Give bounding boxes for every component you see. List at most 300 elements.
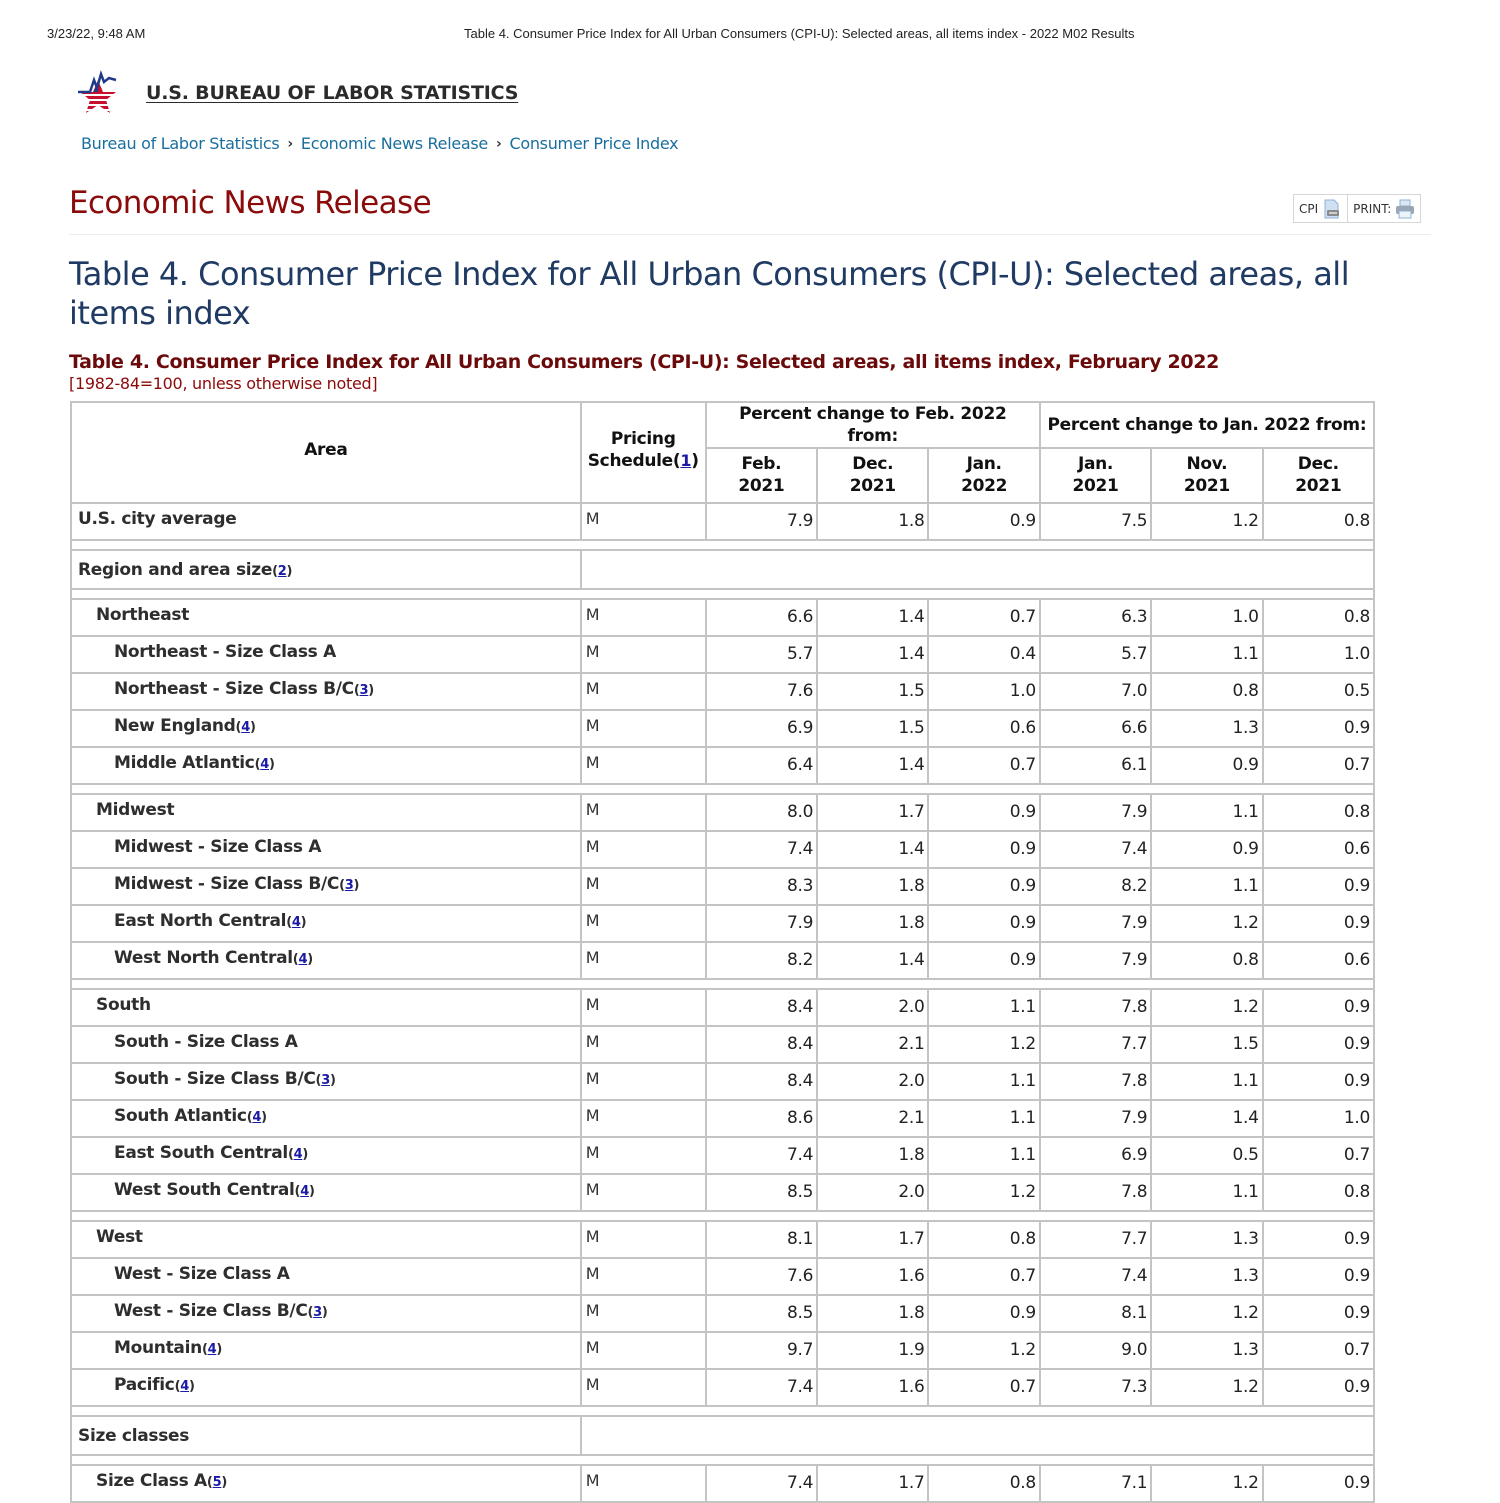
percent-change-value: 2.0 bbox=[817, 1063, 928, 1100]
header-pricing-schedule: Pricing Schedule(1) bbox=[581, 402, 706, 503]
percent-change-value: 1.1 bbox=[1151, 1174, 1262, 1211]
table-caption bbox=[69, 351, 1219, 393]
pricing-schedule: M bbox=[581, 503, 706, 540]
area-label-text: East South Central bbox=[114, 1143, 288, 1163]
area-label-text: West bbox=[96, 1227, 143, 1247]
section-row bbox=[71, 1416, 1374, 1455]
percent-change-value: 0.9 bbox=[1263, 1063, 1374, 1100]
header-column bbox=[928, 448, 1039, 503]
pricing-schedule: M bbox=[581, 1063, 706, 1100]
table-row bbox=[71, 942, 1374, 979]
percent-change-value: 1.2 bbox=[1151, 1465, 1262, 1502]
area-label bbox=[71, 1026, 581, 1063]
pricing-schedule: M bbox=[581, 794, 706, 831]
chevron-right-icon: › bbox=[495, 135, 502, 152]
percent-change-value: 8.6 bbox=[706, 1100, 817, 1137]
header-pricing-line2: Schedule bbox=[587, 451, 673, 471]
breadcrumb-bls[interactable]: Bureau of Labor Statistics bbox=[81, 134, 280, 153]
area-label bbox=[71, 1258, 581, 1295]
percent-change-value: 1.5 bbox=[817, 673, 928, 710]
percent-change-value: 6.1 bbox=[1040, 747, 1151, 784]
table-row bbox=[71, 710, 1374, 747]
percent-change-value: 1.5 bbox=[817, 710, 928, 747]
percent-change-value: 0.9 bbox=[928, 794, 1039, 831]
pricing-schedule: M bbox=[581, 710, 706, 747]
percent-change-value: 1.0 bbox=[928, 673, 1039, 710]
percent-change-value: 7.5 bbox=[1040, 503, 1151, 540]
spacer-cell bbox=[71, 1406, 1374, 1416]
breadcrumb-economic-news-release[interactable]: Economic News Release bbox=[300, 134, 488, 153]
toolbox bbox=[1293, 194, 1421, 223]
area-label-text: Pacific bbox=[114, 1375, 175, 1395]
area-label bbox=[71, 831, 581, 868]
area-label bbox=[71, 989, 581, 1026]
percent-change-value: 8.2 bbox=[706, 942, 817, 979]
table-row bbox=[71, 1221, 1374, 1258]
area-label-text: U.S. city average bbox=[78, 509, 237, 529]
percent-change-value: 0.6 bbox=[1263, 942, 1374, 979]
table-row bbox=[71, 989, 1374, 1026]
footnote-link[interactable]: 1 bbox=[680, 451, 692, 470]
header-column bbox=[1151, 448, 1262, 503]
percent-change-value: 2.1 bbox=[817, 1026, 928, 1063]
table-row bbox=[71, 794, 1374, 831]
table-row bbox=[71, 1137, 1374, 1174]
document-printer-icon bbox=[1322, 199, 1342, 219]
percent-change-value: 0.9 bbox=[928, 503, 1039, 540]
header-column-month: Jan. bbox=[966, 454, 1002, 474]
print-label: PRINT: bbox=[1353, 201, 1392, 216]
percent-change-value: 9.7 bbox=[706, 1332, 817, 1369]
cpi-table bbox=[70, 401, 1375, 1503]
percent-change-value: 1.2 bbox=[1151, 1369, 1262, 1406]
pricing-schedule: M bbox=[581, 673, 706, 710]
header-column-month: Jan. bbox=[1077, 454, 1114, 474]
area-label: Middle Atlantic(4) bbox=[71, 747, 581, 784]
area-label: Pacific(4) bbox=[71, 1369, 581, 1406]
percent-change-value: 1.7 bbox=[817, 794, 928, 831]
cpi-label: CPI bbox=[1299, 201, 1319, 216]
table-row bbox=[71, 1063, 1374, 1100]
percent-change-value: 8.0 bbox=[706, 794, 817, 831]
table-caption-title: Table 4. Consumer Price Index for All Urban Consumers (CPI-U): Selected areas, all items index, February 2022 bbox=[69, 351, 1219, 373]
percent-change-value: 1.0 bbox=[1151, 599, 1262, 636]
area-label-text: Northeast - Size Class A bbox=[114, 642, 336, 662]
percent-change-value: 1.1 bbox=[1151, 794, 1262, 831]
header-column bbox=[706, 448, 817, 503]
percent-change-value: 8.1 bbox=[1040, 1295, 1151, 1332]
header-column-month: Dec. bbox=[1297, 454, 1339, 474]
percent-change-value: 7.9 bbox=[1040, 942, 1151, 979]
percent-change-value: 1.8 bbox=[817, 905, 928, 942]
percent-change-value: 2.0 bbox=[817, 1174, 928, 1211]
percent-change-value: 0.6 bbox=[928, 710, 1039, 747]
area-label: West - Size Class B/C(3) bbox=[71, 1295, 581, 1332]
footnote-link[interactable]: 4 bbox=[180, 1379, 189, 1394]
spacer-row bbox=[71, 979, 1374, 989]
header-column-month: Feb. bbox=[741, 454, 782, 474]
table-row bbox=[71, 636, 1374, 673]
percent-change-value: 0.9 bbox=[1263, 1221, 1374, 1258]
print-button[interactable] bbox=[1347, 195, 1420, 222]
percent-change-value: 1.2 bbox=[928, 1174, 1039, 1211]
percent-change-value: 7.9 bbox=[1040, 1100, 1151, 1137]
pricing-schedule: M bbox=[581, 1026, 706, 1063]
percent-change-value: 1.1 bbox=[928, 1063, 1039, 1100]
percent-change-value: 1.1 bbox=[928, 1100, 1039, 1137]
pricing-schedule: M bbox=[581, 1221, 706, 1258]
pricing-schedule: M bbox=[581, 747, 706, 784]
percent-change-value: 0.7 bbox=[928, 599, 1039, 636]
footnote-link[interactable]: 4 bbox=[300, 1184, 309, 1199]
percent-change-value: 0.9 bbox=[928, 1295, 1039, 1332]
area-label-text: South bbox=[96, 995, 151, 1015]
percent-change-value: 0.9 bbox=[928, 905, 1039, 942]
pricing-schedule: M bbox=[581, 1137, 706, 1174]
percent-change-value: 1.3 bbox=[1151, 1332, 1262, 1369]
area-label-text: Mountain bbox=[114, 1338, 202, 1358]
spacer-cell bbox=[71, 979, 1374, 989]
footnote-link[interactable]: 4 bbox=[252, 1110, 262, 1125]
area-label-text: West South Central bbox=[114, 1180, 295, 1200]
footnote-link[interactable]: 4 bbox=[241, 720, 250, 735]
percent-change-value: 0.7 bbox=[928, 1258, 1039, 1295]
percent-change-value: 7.4 bbox=[706, 1369, 817, 1406]
percent-change-value: 8.2 bbox=[1040, 868, 1151, 905]
percent-change-value: 8.5 bbox=[706, 1295, 817, 1332]
percent-change-value: 1.1 bbox=[928, 1137, 1039, 1174]
page-title: Table 4. Consumer Price Index for All Urban Consumers (CPI-U): Selected areas, all items index bbox=[69, 255, 1350, 332]
percent-change-value: 0.9 bbox=[1151, 747, 1262, 784]
header-group-feb: Percent change to Feb. 2022 from: bbox=[706, 402, 1040, 448]
percent-change-value: 0.9 bbox=[1151, 831, 1262, 868]
area-label-text: East North Central bbox=[114, 911, 287, 931]
site-brand[interactable] bbox=[76, 70, 518, 116]
header-column-year: 2021 bbox=[1183, 476, 1230, 496]
percent-change-value: 0.7 bbox=[1263, 747, 1374, 784]
chevron-right-icon: › bbox=[287, 135, 293, 152]
header-column bbox=[1263, 448, 1374, 503]
area-label: South - Size Class B/C(3) bbox=[71, 1063, 581, 1100]
percent-change-value: 6.4 bbox=[706, 747, 817, 784]
percent-change-value: 0.8 bbox=[1263, 1174, 1374, 1211]
bls-star-logo-icon bbox=[76, 70, 120, 116]
table-caption-note: [1982-84=100, unless otherwise noted] bbox=[69, 374, 378, 393]
percent-change-value: 1.4 bbox=[817, 942, 928, 979]
percent-change-value: 0.9 bbox=[1263, 905, 1374, 942]
percent-change-value: 8.4 bbox=[706, 1026, 817, 1063]
area-label-text: West - Size Class B/C bbox=[114, 1301, 308, 1321]
pricing-schedule: M bbox=[581, 1332, 706, 1369]
percent-change-value: 0.8 bbox=[928, 1221, 1039, 1258]
area-label-text: West - Size Class A bbox=[114, 1264, 290, 1284]
area-label: West North Central(4) bbox=[71, 942, 581, 979]
pricing-schedule: M bbox=[581, 1174, 706, 1211]
footnote-link[interactable]: 3 bbox=[359, 683, 369, 698]
percent-change-value: 1.5 bbox=[1151, 1026, 1262, 1063]
pricing-schedule: M bbox=[581, 1369, 706, 1406]
percent-change-value: 0.8 bbox=[1263, 599, 1374, 636]
pricing-schedule: M bbox=[581, 868, 706, 905]
area-label-text: Middle Atlantic bbox=[114, 753, 255, 773]
area-label-text: West North Central bbox=[114, 948, 293, 968]
percent-change-value: 1.1 bbox=[1151, 636, 1262, 673]
footnote-link[interactable]: 4 bbox=[293, 1147, 303, 1162]
percent-change-value: 1.2 bbox=[1151, 989, 1262, 1026]
site-name-link[interactable]: U.S. BUREAU OF LABOR STATISTICS bbox=[146, 82, 519, 104]
area-label bbox=[71, 599, 581, 636]
section-label-text: Size classes bbox=[78, 1425, 190, 1446]
percent-change-value: 0.9 bbox=[1263, 710, 1374, 747]
section-label: Region and area size(2) bbox=[71, 550, 581, 589]
header-pricing-line1: Pricing bbox=[610, 429, 676, 449]
percent-change-value: 1.8 bbox=[817, 868, 928, 905]
area-label bbox=[71, 636, 581, 673]
header-area: Area bbox=[71, 402, 581, 503]
footnote-link[interactable]: 3 bbox=[344, 878, 354, 893]
table-row bbox=[71, 1369, 1374, 1406]
footnote-link[interactable]: 4 bbox=[291, 915, 301, 930]
header-column-year: 2021 bbox=[1072, 476, 1119, 496]
percent-change-value: 0.9 bbox=[928, 942, 1039, 979]
area-label-text: New England bbox=[114, 716, 236, 736]
percent-change-value: 1.7 bbox=[817, 1465, 928, 1502]
printer-icon bbox=[1395, 199, 1415, 219]
percent-change-value: 0.4 bbox=[928, 636, 1039, 673]
percent-change-value: 7.7 bbox=[1040, 1026, 1151, 1063]
area-label-text: Midwest - Size Class A bbox=[114, 837, 322, 857]
area-label-text: South - Size Class B/C bbox=[114, 1069, 316, 1089]
percent-change-value: 7.9 bbox=[1040, 794, 1151, 831]
header-column-year: 2021 bbox=[849, 476, 896, 496]
table-row bbox=[71, 599, 1374, 636]
percent-change-value: 8.1 bbox=[706, 1221, 817, 1258]
print-page-title: Table 4. Consumer Price Index for All Urban Consumers (CPI-U): Selected areas, all items index - 2022 M02 Results bbox=[464, 26, 1135, 41]
header-column bbox=[1040, 448, 1151, 503]
percent-change-value: 7.9 bbox=[706, 503, 817, 540]
percent-change-value: 1.1 bbox=[928, 989, 1039, 1026]
pricing-schedule: M bbox=[581, 636, 706, 673]
pricing-schedule: M bbox=[581, 1100, 706, 1137]
area-label: New England(4) bbox=[71, 710, 581, 747]
spacer-row bbox=[71, 540, 1374, 550]
breadcrumb bbox=[81, 134, 678, 153]
table-row bbox=[71, 1258, 1374, 1295]
percent-change-value: 1.6 bbox=[817, 1258, 928, 1295]
print-header bbox=[0, 26, 1500, 42]
table-row bbox=[71, 905, 1374, 942]
area-label-text: South - Size Class A bbox=[114, 1032, 298, 1052]
percent-change-value: 1.3 bbox=[1151, 710, 1262, 747]
table-row bbox=[71, 1295, 1374, 1332]
percent-change-value: 1.3 bbox=[1151, 1221, 1262, 1258]
percent-change-value: 0.9 bbox=[1263, 1465, 1374, 1502]
area-label: East South Central(4) bbox=[71, 1137, 581, 1174]
header-column-month: Nov. bbox=[1186, 454, 1228, 474]
pricing-schedule: M bbox=[581, 599, 706, 636]
percent-change-value: 8.5 bbox=[706, 1174, 817, 1211]
spacer-cell bbox=[71, 784, 1374, 794]
footnote-link[interactable]: 3 bbox=[313, 1305, 322, 1320]
spacer-row bbox=[71, 589, 1374, 599]
table-row bbox=[71, 503, 1374, 540]
area-label: Northeast - Size Class B/C(3) bbox=[71, 673, 581, 710]
header-column bbox=[817, 448, 928, 503]
percent-change-value: 0.8 bbox=[928, 1465, 1039, 1502]
area-label-text: South Atlantic bbox=[114, 1106, 247, 1126]
percent-change-value: 8.4 bbox=[706, 989, 817, 1026]
percent-change-value: 1.1 bbox=[1151, 1063, 1262, 1100]
percent-change-value: 5.7 bbox=[706, 636, 817, 673]
percent-change-value: 0.9 bbox=[928, 831, 1039, 868]
percent-change-value: 7.4 bbox=[706, 1137, 817, 1174]
percent-change-value: 1.2 bbox=[1151, 503, 1262, 540]
percent-change-value: 1.1 bbox=[1151, 868, 1262, 905]
percent-change-value: 1.3 bbox=[1151, 1258, 1262, 1295]
table-row bbox=[71, 1174, 1374, 1211]
percent-change-value: 5.7 bbox=[1040, 636, 1151, 673]
spacer-row bbox=[71, 1406, 1374, 1416]
percent-change-value: 0.9 bbox=[1263, 868, 1374, 905]
percent-change-value: 7.4 bbox=[706, 831, 817, 868]
area-label bbox=[71, 503, 581, 540]
pricing-schedule: M bbox=[581, 942, 706, 979]
area-label-text: Midwest bbox=[96, 800, 175, 820]
percent-change-value: 1.4 bbox=[817, 831, 928, 868]
section-label-text: Region and area size bbox=[78, 559, 273, 580]
percent-change-value: 7.8 bbox=[1040, 1174, 1151, 1211]
percent-change-value: 0.8 bbox=[1263, 794, 1374, 831]
area-label: Size Class A(5) bbox=[71, 1465, 581, 1502]
percent-change-value: 7.1 bbox=[1040, 1465, 1151, 1502]
cpi-print-button[interactable] bbox=[1294, 195, 1347, 222]
area-label bbox=[71, 1221, 581, 1258]
table-row bbox=[71, 1465, 1374, 1502]
section-row bbox=[71, 550, 1374, 589]
percent-change-value: 0.7 bbox=[1263, 1137, 1374, 1174]
percent-change-value: 7.0 bbox=[1040, 673, 1151, 710]
pricing-schedule: M bbox=[581, 1258, 706, 1295]
percent-change-value: 0.9 bbox=[1263, 1369, 1374, 1406]
percent-change-value: 7.8 bbox=[1040, 989, 1151, 1026]
percent-change-value: 0.5 bbox=[1263, 673, 1374, 710]
percent-change-value: 0.5 bbox=[1151, 1137, 1262, 1174]
spacer-cell bbox=[71, 589, 1374, 599]
footnote-link[interactable]: 4 bbox=[298, 952, 308, 967]
divider bbox=[69, 234, 1431, 235]
percent-change-value: 1.4 bbox=[817, 599, 928, 636]
pricing-schedule: M bbox=[581, 1465, 706, 1502]
percent-change-value: 1.8 bbox=[817, 1295, 928, 1332]
spacer-row bbox=[71, 1211, 1374, 1221]
percent-change-value: 6.6 bbox=[1040, 710, 1151, 747]
header-group-jan: Percent change to Jan. 2022 from: bbox=[1040, 402, 1374, 448]
percent-change-value: 1.9 bbox=[817, 1332, 928, 1369]
percent-change-value: 7.4 bbox=[1040, 1258, 1151, 1295]
area-label-text: Northeast bbox=[96, 605, 190, 625]
percent-change-value: 0.8 bbox=[1263, 503, 1374, 540]
percent-change-value: 0.8 bbox=[1151, 942, 1262, 979]
percent-change-value: 0.9 bbox=[1263, 1295, 1374, 1332]
percent-change-value: 7.6 bbox=[706, 1258, 817, 1295]
percent-change-value: 1.2 bbox=[1151, 905, 1262, 942]
percent-change-value: 2.0 bbox=[817, 989, 928, 1026]
percent-change-value: 7.3 bbox=[1040, 1369, 1151, 1406]
percent-change-value: 0.9 bbox=[928, 868, 1039, 905]
spacer-cell bbox=[71, 1211, 1374, 1221]
section-empty bbox=[581, 550, 1374, 589]
percent-change-value: 0.7 bbox=[928, 1369, 1039, 1406]
percent-change-value: 1.4 bbox=[817, 636, 928, 673]
percent-change-value: 7.4 bbox=[1040, 831, 1151, 868]
section-empty bbox=[581, 1416, 1374, 1455]
breadcrumb-consumer-price-index[interactable]: Consumer Price Index bbox=[509, 134, 679, 153]
footnote-link[interactable]: 2 bbox=[277, 563, 287, 579]
percent-change-value: 6.3 bbox=[1040, 599, 1151, 636]
percent-change-value: 0.7 bbox=[928, 747, 1039, 784]
footnote-link[interactable]: 5 bbox=[212, 1475, 222, 1490]
header-column-year: 2021 bbox=[1295, 476, 1342, 496]
pricing-schedule: M bbox=[581, 905, 706, 942]
spacer-cell bbox=[71, 1455, 1374, 1465]
percent-change-value: 6.6 bbox=[706, 599, 817, 636]
percent-change-value: 1.0 bbox=[1263, 636, 1374, 673]
header-column-month: Dec. bbox=[852, 454, 894, 474]
percent-change-value: 0.6 bbox=[1263, 831, 1374, 868]
percent-change-value: 9.0 bbox=[1040, 1332, 1151, 1369]
percent-change-value: 7.9 bbox=[1040, 905, 1151, 942]
pricing-schedule: M bbox=[581, 831, 706, 868]
footnote-link[interactable]: 4 bbox=[207, 1342, 217, 1357]
percent-change-value: 0.8 bbox=[1151, 673, 1262, 710]
area-label: Mountain(4) bbox=[71, 1332, 581, 1369]
spacer-row bbox=[71, 784, 1374, 794]
area-label bbox=[71, 794, 581, 831]
footnote-link[interactable]: 3 bbox=[321, 1073, 330, 1088]
area-label: West South Central(4) bbox=[71, 1174, 581, 1211]
percent-change-value: 7.9 bbox=[706, 905, 817, 942]
footnote-link[interactable]: 4 bbox=[260, 757, 269, 772]
area-label: East North Central(4) bbox=[71, 905, 581, 942]
percent-change-value: 1.6 bbox=[817, 1369, 928, 1406]
release-title: Economic News Release bbox=[69, 185, 432, 221]
section-label bbox=[71, 1416, 581, 1455]
percent-change-value: 0.9 bbox=[1263, 989, 1374, 1026]
percent-change-value: 7.6 bbox=[706, 673, 817, 710]
area-label: South Atlantic(4) bbox=[71, 1100, 581, 1137]
percent-change-value: 1.8 bbox=[817, 1137, 928, 1174]
percent-change-value: 2.1 bbox=[817, 1100, 928, 1137]
pricing-schedule: M bbox=[581, 989, 706, 1026]
percent-change-value: 7.7 bbox=[1040, 1221, 1151, 1258]
area-label-text: Northeast - Size Class B/C bbox=[114, 679, 354, 699]
area-label-text: Size Class A bbox=[96, 1471, 207, 1491]
print-date: 3/23/22, 9:48 AM bbox=[47, 26, 146, 41]
percent-change-value: 1.2 bbox=[928, 1026, 1039, 1063]
table-row bbox=[71, 831, 1374, 868]
percent-change-value: 7.4 bbox=[706, 1465, 817, 1502]
table-row bbox=[71, 1332, 1374, 1369]
percent-change-value: 1.4 bbox=[817, 747, 928, 784]
percent-change-value: 7.8 bbox=[1040, 1063, 1151, 1100]
table-row bbox=[71, 1026, 1374, 1063]
percent-change-value: 0.9 bbox=[1263, 1258, 1374, 1295]
table-row bbox=[71, 673, 1374, 710]
area-label: Midwest - Size Class B/C(3) bbox=[71, 868, 581, 905]
percent-change-value: 1.8 bbox=[817, 503, 928, 540]
percent-change-value: 1.7 bbox=[817, 1221, 928, 1258]
area-label-text: Midwest - Size Class B/C bbox=[114, 874, 340, 894]
